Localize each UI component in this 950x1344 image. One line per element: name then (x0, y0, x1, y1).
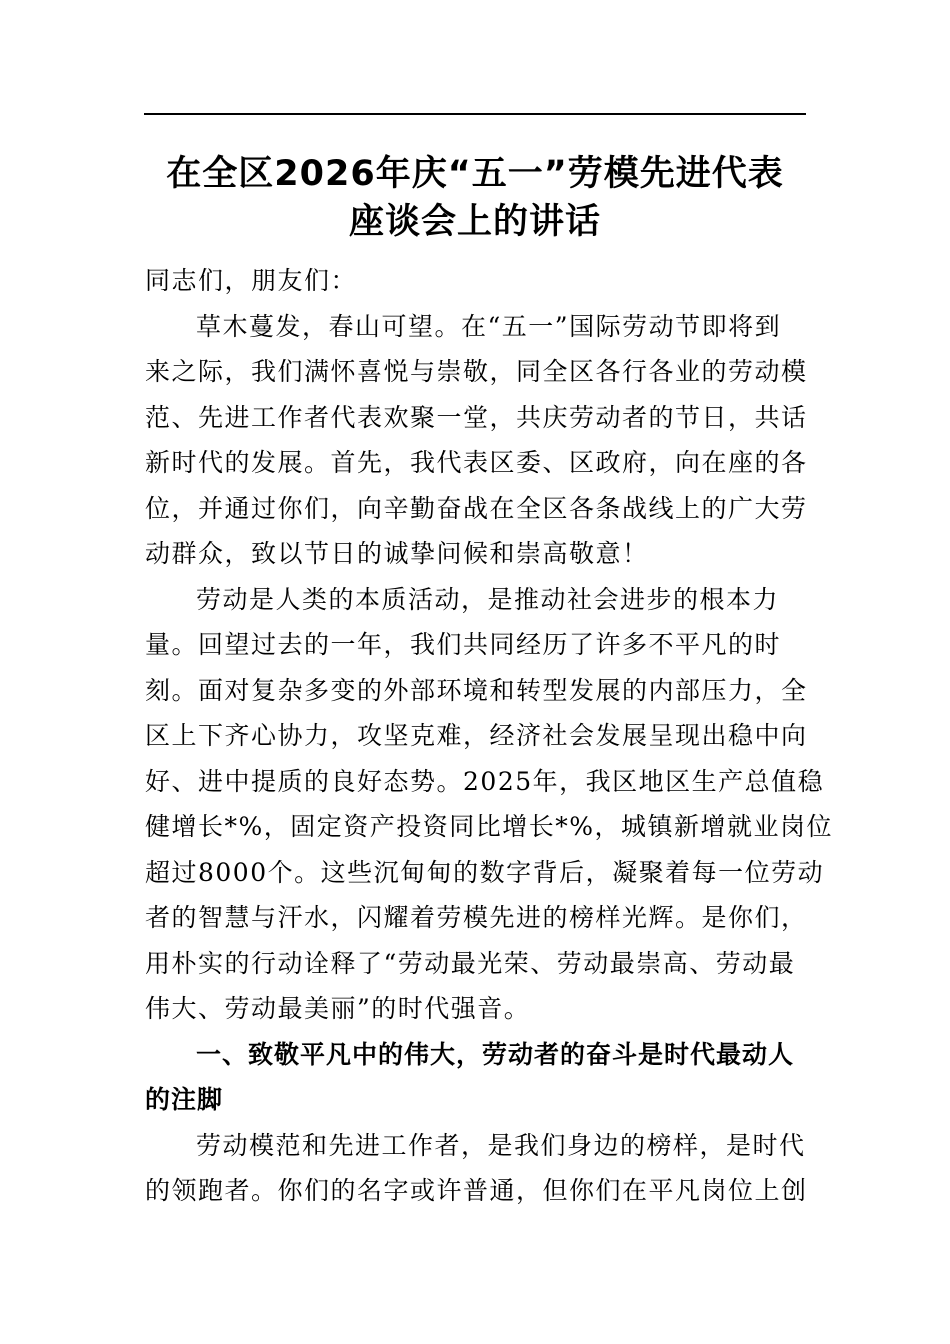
text-line: 新时代的发展。首先，我代表区委、区政府，向在座的各 (145, 448, 808, 477)
text-line: 超过8000个。这些沉甸甸的数字背后，凝聚着每一位劳动 (145, 857, 825, 887)
text-line: 范、先进工作者代表欢聚一堂，共庆劳动者的节日，共话 (145, 402, 808, 432)
title-line: 座谈会上的讲话 (348, 202, 601, 242)
header-rule (144, 113, 806, 115)
text-line: 好、进中提质的良好态势。2025年，我区地区生产总值稳 (145, 766, 825, 796)
text-line: 劳动模范和先进工作者，是我们身边的榜样，是时代 (196, 1130, 806, 1160)
text-line: 动群众，致以节日的诚挚问候和崇高敬意！ (145, 539, 649, 568)
text-line: 伟大、劳动最美丽”的时代强音。 (145, 994, 531, 1023)
text-line: 的领跑者。你们的名字或许普通，但你们在平凡岗位上创 (145, 1176, 808, 1205)
section-heading-line: 一、致敬平凡中的伟大，劳动者的奋斗是时代最动人 (196, 1039, 795, 1069)
text-line: 量。回望过去的一年，我们共同经历了许多不平凡的时 (145, 630, 782, 659)
document-title (140, 150, 810, 246)
text-line: 健增长*%，固定资产投资同比增长*%，城镇新增就业岗位 (145, 812, 834, 841)
text-line: 刻。面对复杂多变的外部环境和转型发展的内部压力，全 (145, 675, 808, 705)
document-body (145, 258, 834, 1214)
text-line: 草木蔓发，春山可望。在“五一”国际劳动节即将到 (196, 311, 782, 341)
text-line: 同志们，朋友们： (145, 266, 358, 295)
text-line: 用朴实的行动诠释了“劳动最光荣、劳动最崇高、劳动最 (145, 948, 796, 978)
title-line: 在全区2026年庆“五一”劳模先进代表 (166, 154, 784, 194)
text-line: 位，并通过你们，向辛勤奋战在全区各条战线上的广大劳 (145, 493, 808, 523)
text-line: 者的智慧与汗水，闪耀着劳模先进的榜样光辉。是你们， (145, 903, 808, 932)
text-line: 区上下齐心协力，攻坚克难，经济社会发展呈现出稳中向 (145, 721, 808, 750)
text-line: 来之际，我们满怀喜悦与崇敬，同全区各行各业的劳动模 (145, 357, 808, 386)
section-heading-line: 的注脚 (145, 1085, 224, 1114)
text-line: 劳动是人类的本质活动，是推动社会进步的根本力 (196, 584, 780, 614)
